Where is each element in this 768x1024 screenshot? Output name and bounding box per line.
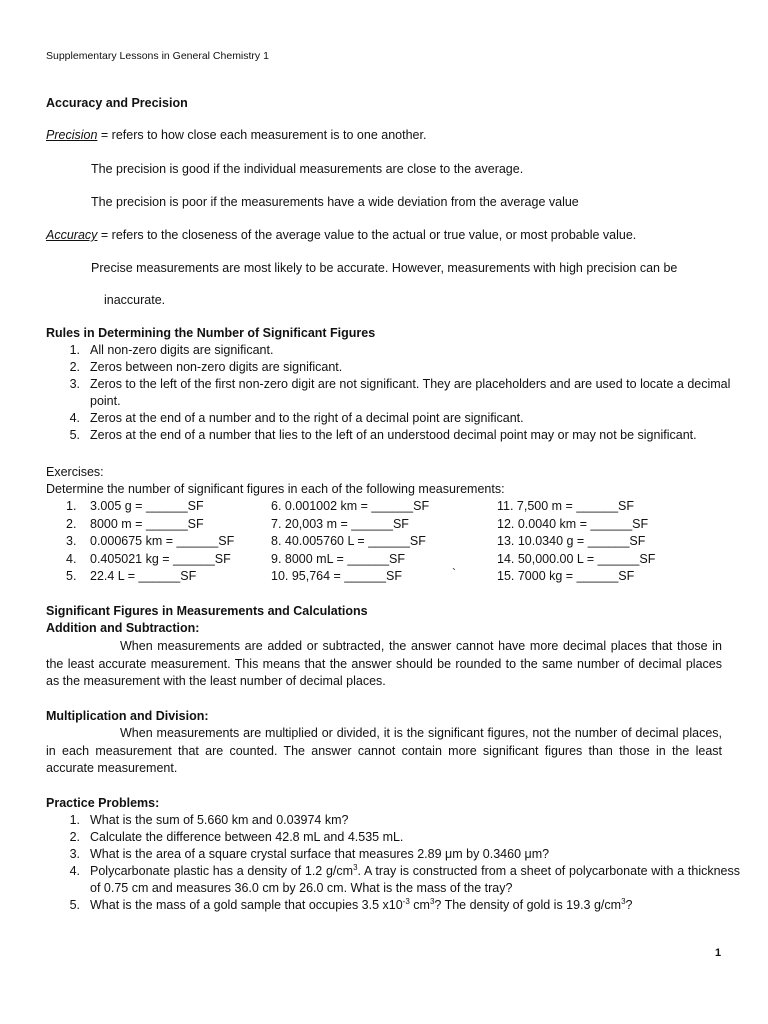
exercise-item: 3. 0.000675 km = ______SF <box>66 534 235 548</box>
exercise-item: 1. 3.005 g = ______SF <box>66 499 204 513</box>
accuracy-term: Accuracy <box>46 228 98 242</box>
exercise-item: 6. 0.001002 km = ______SF <box>271 499 430 513</box>
exercise-column-1 <box>46 498 234 586</box>
precision-good-text: The precision is good if the individual measurements are close to the average. <box>91 162 524 176</box>
precise-line-2: inaccurate. <box>104 293 166 307</box>
exercise-item: 2. 8000 m = ______SF <box>66 516 204 531</box>
exercise-item: 13. 10.0340 g = ______SF <box>497 534 646 548</box>
exercise-item: 15. 7000 kg = ______SF <box>497 569 635 583</box>
accuracy-definition <box>46 227 636 244</box>
list-item: 2. Zeros between non-zero digits are significant. <box>69 360 343 374</box>
list-item: 5. Zeros at the end of a number that lies to the left of an understood decimal point may or may not be significant. <box>69 428 697 442</box>
multiplication-heading: Multiplication and Division: <box>46 709 209 723</box>
exercise-item: 14. 50,000.00 L = ______SF <box>497 551 656 566</box>
list-item: 2. Calculate the difference between 42.8 mL and 4.535 mL. <box>69 830 404 844</box>
exercise-column-3 <box>497 498 655 586</box>
list-item: 1. What is the sum of 5.660 km and 0.03974 km? <box>69 813 349 827</box>
exercise-column-2 <box>271 498 429 586</box>
exercise-item: 7. 20,003 m = ______SF <box>271 516 409 531</box>
exercises-instruction: Determine the number of significant figures in each of the following measurements: <box>46 482 505 496</box>
list-item: 1. All non-zero digits are significant. <box>69 343 274 357</box>
exercise-item: 9. 8000 mL = ______SF <box>271 551 406 566</box>
calc-heading: Significant Figures in Measurements and Calculations <box>46 604 368 618</box>
accuracy-precision-heading: Accuracy and Precision <box>46 96 188 110</box>
list-item: 5. What is the mass of a gold sample that occupies 3.5 $x10^{-3}$ $cm^3$? The density of gold is 19.3 $g/cm^3$? <box>69 897 633 912</box>
rules-heading: Rules in Determining the Number of Significant Figures <box>46 326 376 340</box>
list-item: 3. What is the area of a square crystal surface that measures 2.89 μm by 0.3460 μm? <box>69 847 550 861</box>
accuracy-def-text: = refers to the closeness of the average value to the actual or true value, or most probable value. <box>97 228 637 242</box>
exercise-item: 12. 0.0040 km = ______SF <box>497 516 649 531</box>
list-item: 4. Polycarbonate plastic has a density of 1.2 $g/cm^3$. A tray is constructed from a sheet of polycarbonate with a thickness of 0.75 cm and measures 36.0 cm by 26.0 cm. What is the mass of the tray? <box>69 863 740 895</box>
precision-term: Precision <box>46 128 98 142</box>
addition-heading: Addition and Subtraction: <box>46 621 200 635</box>
exercise-item: 10. 95,764 = ______SF <box>271 569 403 583</box>
page-number: 1 <box>715 947 722 959</box>
precision-def-text: = refers to how close each measurement is to one another. <box>97 128 427 142</box>
exercise-item: 5. 22.4 L = ______SF <box>66 569 197 583</box>
exercise-item: 8. 40.005760 L = ______SF <box>271 534 426 548</box>
precision-poor-text: The precision is poor if the measurements have a wide deviation from the average value <box>91 195 579 209</box>
multiplication-paragraph: When measurements are multiplied or divided, it is the significant figures, not the number of decimal places, in each measurement that are counted. The answer cannot contain more significant figures than those in the least accurate measurement. <box>46 726 722 775</box>
precise-line-1: Precise measurements are most likely to be accurate. However, measurements with high precision can be <box>91 261 678 275</box>
page-header: Supplementary Lessons in General Chemistry 1 <box>46 50 269 62</box>
practice-list <box>46 812 740 914</box>
addition-paragraph: When measurements are added or subtracted, the answer cannot have more decimal places that those in the least accurate measurement. This means that the answer should be rounded to the same number of decimal places as the measurement with the least number of decimal places. <box>46 639 722 688</box>
list-item: 3. Zeros to the left of the first non-zero digit are not significant. They are placeholders and are used to locate a decimal point. <box>69 377 731 408</box>
exercises-heading: Exercises: <box>46 465 104 479</box>
exercise-item: 4. 0.405021 kg = ______SF <box>66 551 231 566</box>
practice-heading: Practice Problems: <box>46 796 160 810</box>
exercise-item: 11. 7,500 m = ______SF <box>497 499 635 513</box>
stray-mark: ` <box>452 566 456 580</box>
rules-list <box>46 342 740 444</box>
list-item: 4. Zeros at the end of a number and to the right of a decimal point are significant. <box>69 411 524 425</box>
precision-definition <box>46 127 426 144</box>
